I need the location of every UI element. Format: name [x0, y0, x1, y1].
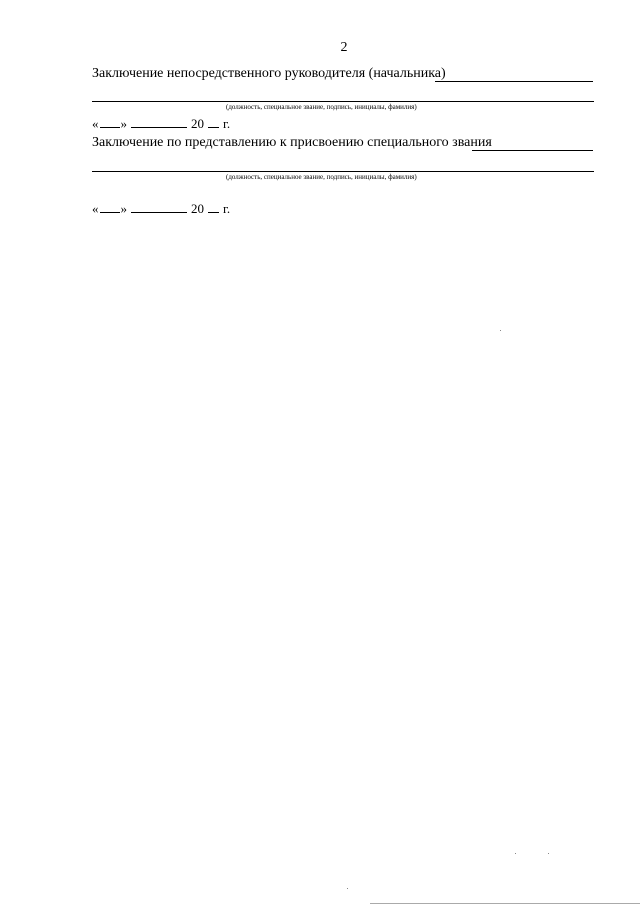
section1-title-blank	[435, 81, 593, 82]
date-year-prefix: 20	[191, 201, 204, 216]
scan-speck	[548, 853, 549, 854]
section2-date-row	[92, 201, 230, 217]
date-year-blank	[208, 116, 219, 128]
section2-caption: (должность, специальное звание, подпись, инициалы, фамилия)	[226, 173, 417, 181]
scan-speck	[515, 853, 516, 854]
date-year-suffix: г.	[223, 116, 231, 131]
date-close-quote: »	[120, 116, 127, 131]
date-year-blank	[208, 201, 219, 213]
section2-title: Заключение по представлению к присвоению специального звания	[92, 135, 492, 150]
date-year-suffix: г.	[223, 201, 231, 216]
date-close-quote: »	[120, 201, 127, 216]
date-open-quote: «	[92, 201, 99, 216]
section1-signature-line	[92, 101, 594, 102]
date-month-blank	[131, 116, 187, 128]
scan-speck	[347, 888, 348, 889]
date-year-prefix: 20	[191, 116, 204, 131]
section2-title-blank	[472, 150, 593, 151]
date-day-blank	[100, 116, 120, 128]
page-number: 2	[340, 40, 348, 55]
section1-title: Заключение непосредственного руководителя (начальника)	[92, 66, 446, 81]
section1-date-row	[92, 116, 230, 132]
scan-speck	[500, 330, 501, 331]
scan-edge	[370, 903, 640, 904]
section2-signature-line	[92, 171, 594, 172]
date-month-blank	[131, 201, 187, 213]
date-open-quote: «	[92, 116, 99, 131]
section1-caption: (должность, специальное звание, подпись, инициалы, фамилия)	[226, 103, 417, 111]
date-day-blank	[100, 201, 120, 213]
